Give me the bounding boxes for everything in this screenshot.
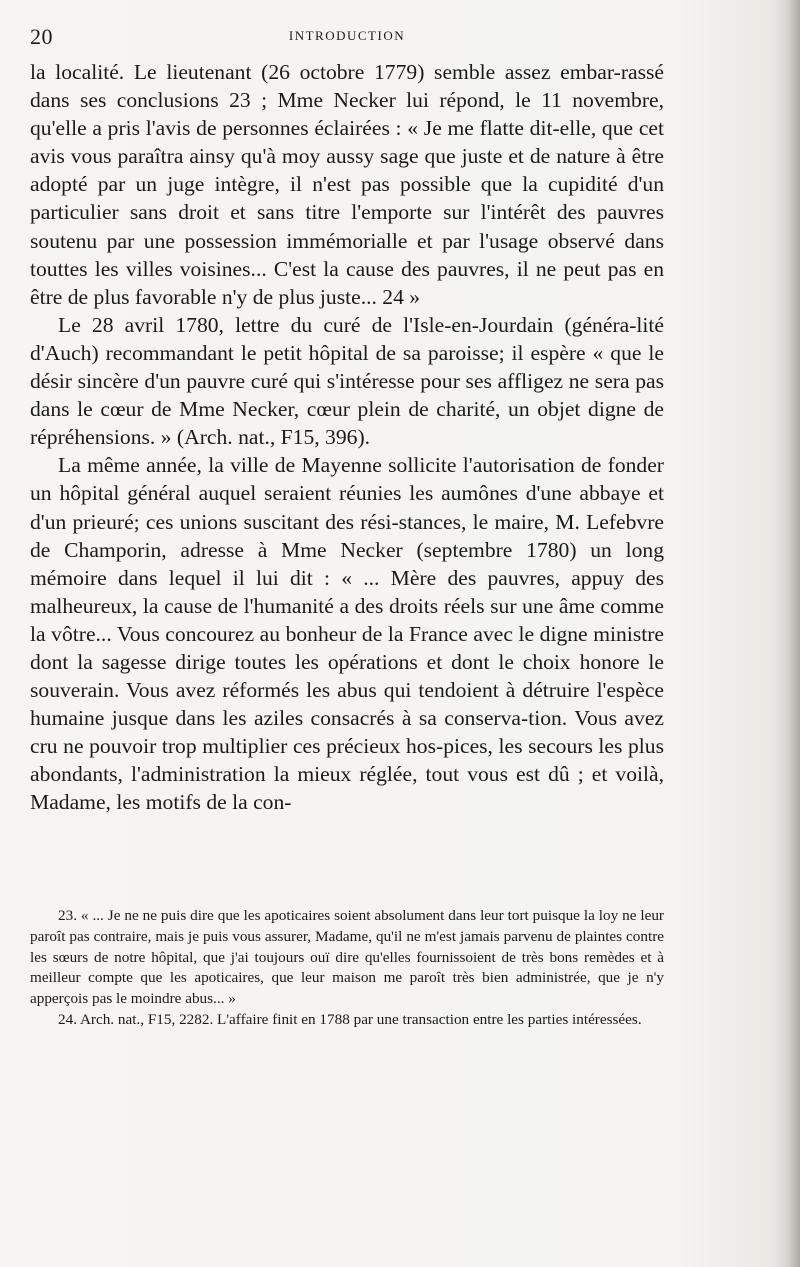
paragraph-2: Le 28 avril 1780, lettre du curé de l'Isle-en-Jourdain (généra-lité d'Auch) recommandant le petit hôpital de sa paroisse; il espère « que le désir sincère d'un pauvre curé qui s'intéresse pour ses affligez ne sera pas dans le cœur de Mme Necker, cœur plein de charité, un objet digne de répréhensions. » (Arch. nat., F15, 396). (30, 312, 664, 450)
footnote-24: 24. Arch. nat., F15, 2282. L'affaire finit en 1788 par une transaction entre les parties intéressées. (58, 1010, 642, 1028)
page-header (30, 24, 664, 52)
running-title: INTRODUCTION (288, 28, 406, 43)
main-text (30, 58, 664, 817)
page-number: 20 (30, 24, 53, 49)
paragraph-1: la localité. Le lieutenant (26 octobre 1779) semble assez embar-rassé dans ses conclusions 23 ; Mme Necker lui répond, le 11 novembre, qu'elle a pris l'avis de personnes éclairées : « Je me flatte dit-elle, que cet avis vous paraîtra ainsy qu'à moy aussy sage que juste et de nature à être adopté par un juge intègre, il n'est pas possible que la cupidité d'un particulier sans droit et sans titre l'emporte sur l'intérêt des pauvres soutenu par une possession immémorialle et par l'usage observé dans touttes les villes voisines... C'est la cause des pauvres, il ne peut pas en être de plus favorable n'y de plus juste... 24 » (30, 60, 664, 309)
paragraph-3: La même année, la ville de Mayenne sollicite l'autorisation de fonder un hôpital général auquel seraient réunies les aumônes d'une abbaye et d'un prieuré; ces unions suscitant des rési-stances, le maire, M. Lefebvre de Champorin, adresse à Mme Necker (septembre 1780) un long mémoire dans lequel il lui dit : « ... Mère des pauvres, appuy des malheureux, la cause de l'humanité a des droits réels sur une âme comme la vôtre... Vous concourez au bonheur de la France avec le digne ministre dont la sagesse dirige toutes les opérations et dont le choix honore le souverain. Vous avez réformés les abus qui tendoient à détruire l'espèce humaine jusque dans les aziles consacrés à sa conserva-tion. Vous avez cru ne pouvoir trop multiplier ces précieux hos-pices, les secours les plus abondants, l'administration la mieux réglée, tout vous est dû ; et voilà, Madame, les motifs de la con- (30, 453, 664, 815)
footnotes (30, 906, 664, 1031)
footnote-23: 23. « ... Je ne ne puis dire que les apoticaires soient absolument dans leur tort puisque la loy ne leur paroît pas contraire, mais je puis vous assurer, Madame, qu'il ne m'est jamais parvenu de plaintes contre les sœurs de notre hôpital, que j'ai toujours ouï dire qu'elles fournissoient de très bons remèdes et à meilleur compte que les apoticaires, que leur maison me paroît très bien administrée, que je n'y apperçois pas le moindre abus... » (30, 907, 664, 1008)
page-edge-shadow (770, 0, 800, 1267)
